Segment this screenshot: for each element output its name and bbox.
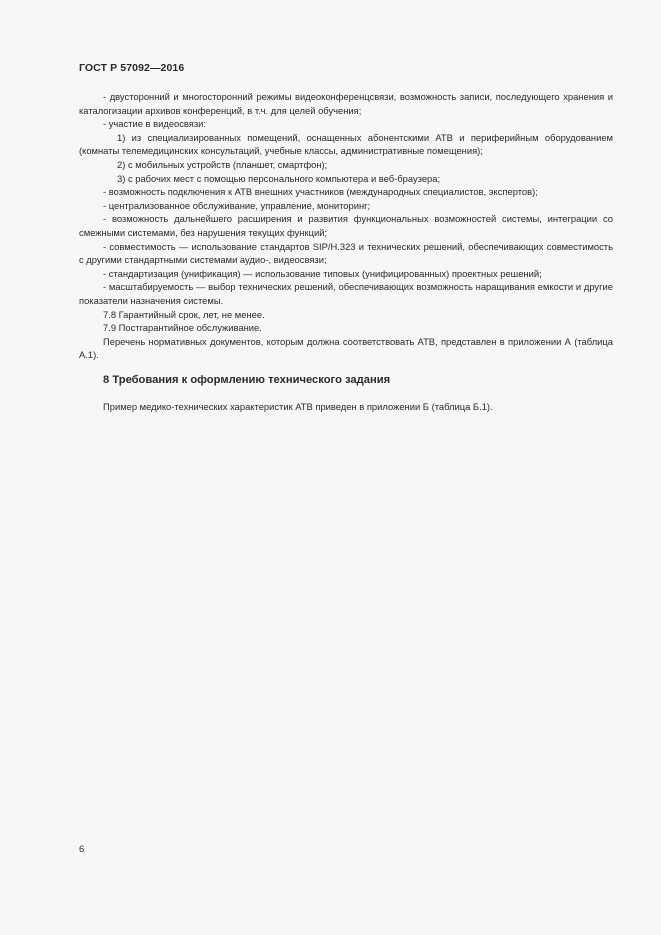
- body-text: [79, 90, 613, 362]
- paragraph: - совместимость — использование стандартов SIP/H.323 и технических решений, обеспечивающих совместимость с другими стандартными системами аудио-, видеосвязи;: [79, 240, 613, 266]
- section-8-paragraph: Пример медико-технических характеристик АТВ приведен в приложении Б (таблица Б.1).: [103, 401, 493, 412]
- section-8-heading: 8 Требования к оформлению технического задания: [103, 374, 391, 386]
- list-item: 3) с рабочих мест с помощью персонального компьютера и веб-браузера;: [117, 172, 441, 184]
- paragraph: - двусторонний и многосторонний режимы видеоконференцсвязи, возможность записи, последующего хранения и каталогизации архивов конференций, в т.ч. для целей обучения;: [79, 91, 613, 116]
- list-item: 2) с мобильных устройств (планшет, смартфон);: [117, 158, 328, 170]
- paragraph: - участие в видеосвязи:: [103, 118, 207, 130]
- paragraph: Перечень нормативных документов, которым должна соответствовать АТВ, представлен в приложении А (таблица А.1).: [79, 335, 613, 361]
- paragraph: - стандартизация (унификация) — использование типовых (унифицированных) проектных решений;: [103, 267, 542, 279]
- clause-7-9: 7.9 Постгарантийное обслуживание.: [103, 322, 262, 334]
- paragraph: - централизованное обслуживание, управление, мониторинг;: [103, 199, 371, 211]
- page-number: 6: [79, 843, 85, 854]
- standard-number-header: ГОСТ Р 57092—2016: [79, 62, 185, 74]
- clause-7-8: 7.8 Гарантийный срок, лет, не менее.: [103, 308, 265, 320]
- paragraph: - возможность подключения к АТВ внешних участников (международных специалистов, экспертов);: [103, 186, 538, 198]
- paragraph: - масштабируемость — выбор технических решений, обеспечивающих возможность наращивания емкости и другие показатели назначения системы.: [79, 281, 613, 306]
- paragraph: - возможность дальнейшего расширения и развития функциональных возможностей системы, интеграции со смежными системами, без нарушения текущих функций;: [79, 213, 613, 238]
- list-item: 1) из специализированных помещений, оснащенных абонентскими АТВ и периферийным оборудованием (комнаты телемедицинских консультаций, учебные классы, административные помещения);: [79, 131, 613, 157]
